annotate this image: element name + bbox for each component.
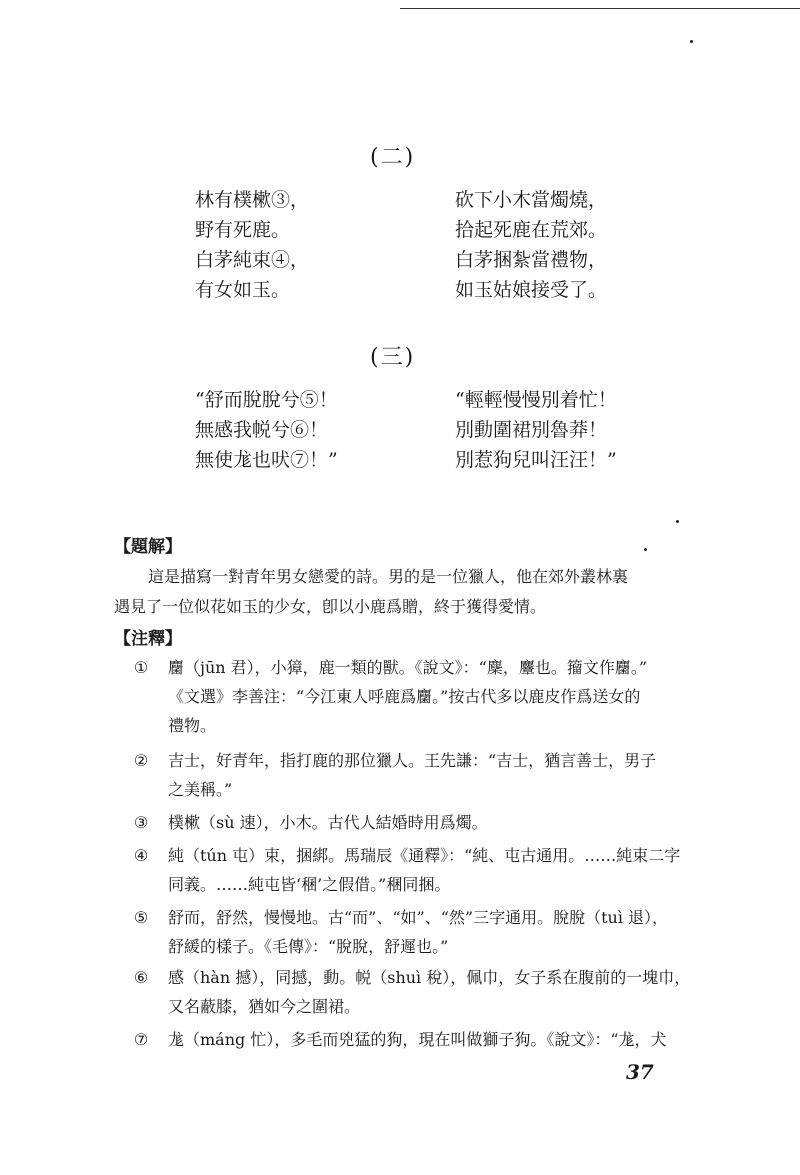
tijie-line-2: 遇見了一位似花如玉的少女，卽以小鹿爲贈，終于獲得愛情。 bbox=[114, 597, 547, 616]
poem-line: 野有死鹿。 bbox=[195, 219, 291, 241]
note-line: 舒而，舒然，慢慢地。古“而”、“如”、“然”三字通用。脫脫（tuì 退）， bbox=[168, 908, 669, 927]
scan-speck bbox=[690, 40, 693, 43]
note-line: 又名蔽膝，猶如今之圍裙。 bbox=[168, 997, 361, 1016]
note-body bbox=[168, 963, 768, 1021]
scan-speck bbox=[644, 548, 647, 551]
note-line: 同義。……純屯皆‘稛’之假借。”稛同捆。 bbox=[168, 875, 451, 894]
note-line: 舒緩的樣子。《毛傳》：“脫脫，舒遲也。” bbox=[168, 937, 449, 956]
poem-original-2 bbox=[195, 185, 309, 305]
note-number: ⑥ bbox=[133, 968, 149, 987]
note-line: 感（hàn 撼），同撼，動。帨（shuì 稅），佩巾，女子系在腹前的一塊巾， bbox=[168, 968, 691, 987]
note-number: ③ bbox=[133, 813, 149, 832]
note-number: ① bbox=[133, 658, 149, 677]
poem-line: “輕輕慢慢別着忙！ bbox=[455, 389, 617, 411]
poem-line: 如玉姑娘接受了。 bbox=[455, 279, 608, 301]
note-number: ② bbox=[133, 751, 149, 770]
scan-speck bbox=[676, 520, 679, 523]
poem-line: 拾起死鹿在荒郊。 bbox=[455, 219, 608, 241]
poem-line: 無感我帨兮⑥！ bbox=[195, 419, 329, 441]
note-body bbox=[168, 808, 768, 837]
poem-translation-2 bbox=[455, 185, 607, 305]
note-line: 尨（máng 忙），多毛而兇猛的狗，現在叫做獅子狗。《說文》：“尨，犬 bbox=[168, 1030, 667, 1049]
note-line: 禮物。 bbox=[168, 716, 217, 735]
section-title-3: (三) bbox=[370, 345, 416, 370]
note-number: ⑦ bbox=[133, 1030, 149, 1049]
note-line: 樸樕（sù 速），小木。古代人結婚時用爲燭。 bbox=[168, 813, 488, 832]
poem-line: 白茅捆紮當禮物， bbox=[455, 249, 608, 271]
poem-line: 林有樸樕③， bbox=[195, 189, 310, 211]
tijie-line-1: 這是描寫一對青年男女戀愛的詩。男的是一位獵人，他在郊外叢林裏 bbox=[148, 567, 629, 586]
note-line: 純（tún 屯）束，捆綁。馬瑞辰《通釋》：“純、屯古通用。……純束二字 bbox=[168, 846, 681, 865]
poem-line: 無使尨也吠⑦！” bbox=[195, 449, 338, 471]
page-number: 37 bbox=[626, 1060, 654, 1084]
poem-line: 別惹狗兒叫汪汪！” bbox=[455, 449, 617, 471]
section-title-2: (二) bbox=[370, 145, 416, 170]
note-body bbox=[168, 653, 768, 740]
note-body bbox=[168, 903, 768, 961]
poem-line: 別動圍裙別魯莽！ bbox=[455, 419, 608, 441]
top-rule bbox=[400, 8, 800, 9]
poem-line: 白茅純束④， bbox=[195, 249, 310, 271]
tijie-header: 【題解】 bbox=[114, 537, 182, 557]
poem-translation-3 bbox=[455, 385, 617, 475]
poem-line: 有女如玉。 bbox=[195, 279, 291, 301]
poem-line: 砍下小木當燭燒， bbox=[455, 189, 608, 211]
note-body bbox=[168, 1025, 768, 1054]
note-line: 《文選》李善注：“今江東人呼鹿爲麕。”按古代多以鹿皮作爲送女的 bbox=[168, 687, 641, 706]
note-body bbox=[168, 746, 768, 804]
note-line: 吉士，好青年，指打鹿的那位獵人。王先謙：“吉士，猶言善士，男子 bbox=[168, 751, 657, 770]
poem-line: “舒而脫脫兮⑤！ bbox=[195, 389, 338, 411]
note-line: 之美稱。” bbox=[168, 780, 233, 799]
zhushi-header: 【注釋】 bbox=[114, 629, 182, 649]
note-line: 麕（jūn 君），小獐，鹿一類的獸。《說文》：“麇，麞也。籀文作麕。” bbox=[168, 658, 648, 677]
poem-original-3 bbox=[195, 385, 338, 475]
note-body bbox=[168, 841, 768, 899]
note-number: ④ bbox=[133, 846, 149, 865]
note-number: ⑤ bbox=[133, 908, 149, 927]
